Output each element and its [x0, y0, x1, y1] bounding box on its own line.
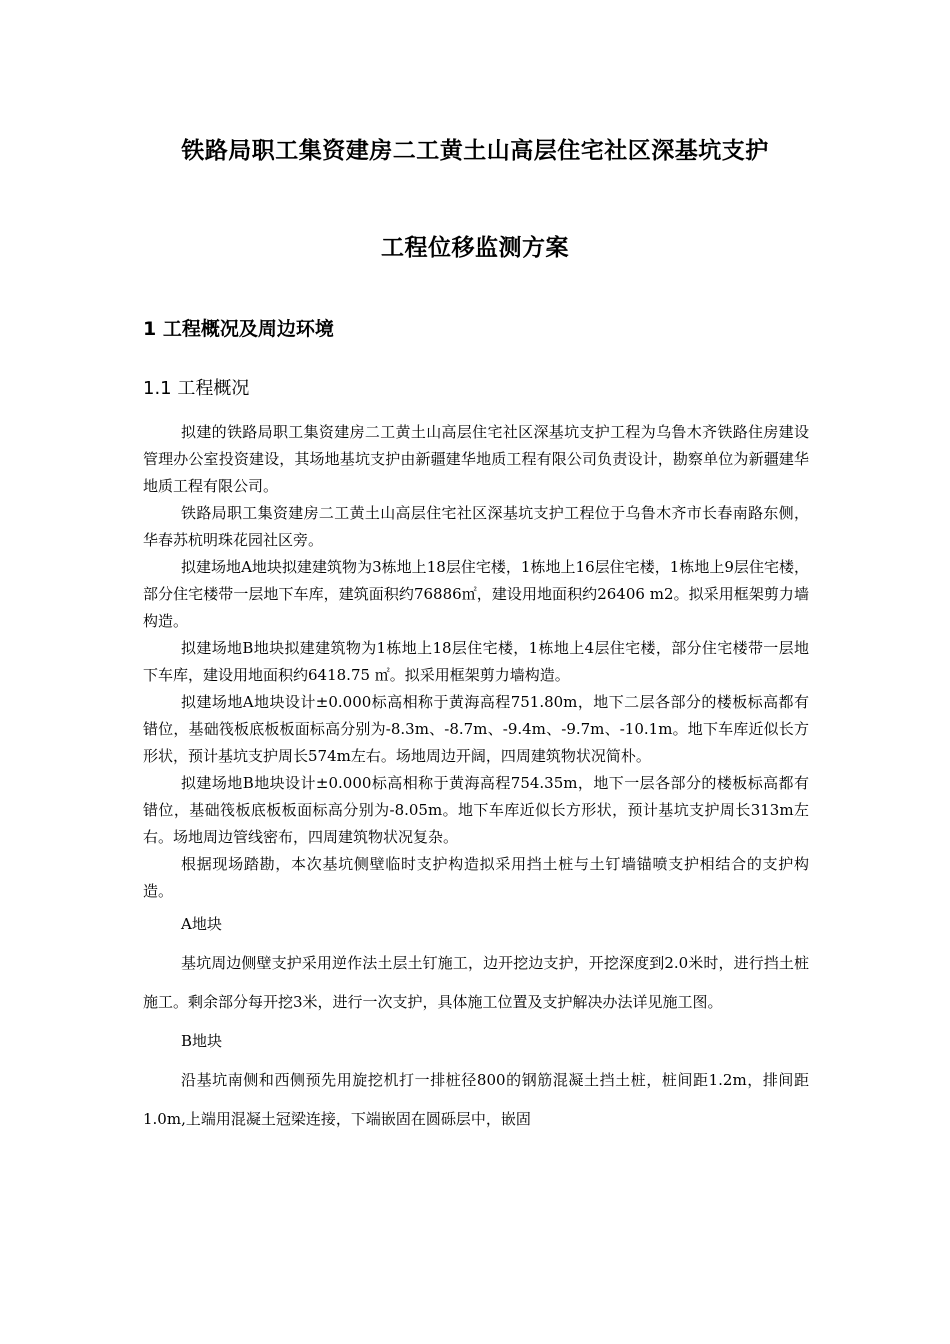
block-a-paragraph: 基坑周边侧壁支护采用逆作法土层土钉施工，边开挖边支护，开挖深度到2.0米时，进行挡土桩施工。剩余部分每开挖3米，进行一次支护，具体施工位置及支护解决办法详见施工图。 — [143, 954, 809, 1011]
section-heading-1-1: 1.1 工程概况 — [143, 378, 250, 399]
block-b-label: B地块 — [181, 1032, 223, 1050]
paragraph-investment: 拟建的铁路局职工集资建房二工黄土山高层住宅社区深基坑支护工程为乌鲁木齐铁路住房建设管理办公室投资建设，其场地基坑支护由新疆建华地质工程有限公司负责设计，勘察单位为新疆建华地质工程有限公司。 — [143, 423, 809, 495]
paragraph-site-b-elevation: 拟建场地B地块设计±0.000标高相称于黄海高程754.35m，地下一层各部分的楼板标高都有错位，基础筏板底板板面标高分别为-8.05m。地下车库近似长方形状，预计基坑支护周长313m左右。场地周边管线密布，四周建筑物状况复杂。 — [143, 774, 809, 846]
document-body — [143, 419, 809, 1139]
section-heading-1: 1 工程概况及周边环境 — [143, 318, 334, 340]
block-b-paragraph: 沿基坑南侧和西侧预先用旋挖机打一排桩径800的钢筋混凝土挡土桩，桩间距1.2m，排间距1.0m,上端用混凝土冠梁连接，下端嵌固在圆砾层中，嵌固 — [143, 1071, 809, 1128]
document-title-line-1: 铁路局职工集资建房二工黄土山高层住宅社区深基坑支护 — [181, 138, 769, 164]
block-a-label: A地块 — [181, 915, 222, 933]
paragraph-site-a-elevation: 拟建场地A地块设计±0.000标高相称于黄海高程751.80m，地下二层各部分的楼板标高都有错位，基础筏板底板板面标高分别为-8.3m、-8.7m、-9.4m、-9.7m、-10.1m。地下车库近似长方形状，预计基坑支护周长574m左右。场地周边开阔，四周建筑物状况简朴。 — [143, 693, 809, 765]
paragraph-location: 铁路局职工集资建房二工黄土山高层住宅社区深基坑支护工程位于乌鲁木齐市长春南路东侧，华春苏杭明珠花园社区旁。 — [143, 504, 809, 549]
paragraph-support-structure: 根据现场踏勘，本次基坑侧壁临时支护构造拟采用挡土桩与土钉墙锚喷支护相结合的支护构造。 — [143, 855, 809, 900]
paragraph-site-b-buildings: 拟建场地B地块拟建建筑物为1栋地上18层住宅楼，1栋地上4层住宅楼，部分住宅楼带一层地下车库，建设用地面积约6418.75 ㎡。拟采用框架剪力墙构造。 — [143, 639, 809, 684]
document-title-line-2: 工程位移监测方案 — [381, 235, 569, 261]
paragraph-site-a-buildings: 拟建场地A地块拟建建筑物为3栋地上18层住宅楼，1栋地上16层住宅楼，1栋地上9层住宅楼，部分住宅楼带一层地下车库，建筑面积约76886㎡，建设用地面积约26406 m2。拟采用框架剪力墙构造。 — [143, 558, 809, 630]
